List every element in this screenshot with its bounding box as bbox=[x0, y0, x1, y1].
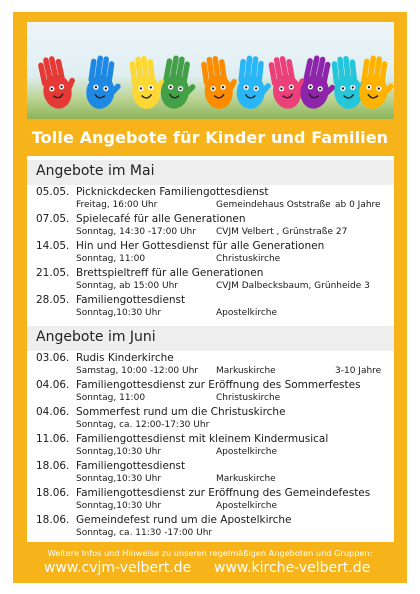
event-title: Brettspieltreff für alle Generationen bbox=[76, 267, 264, 279]
footer-note: Weitere Infos und Hinweise zu unseren regelmäßigen Angeboten und Gruppen: bbox=[47, 548, 373, 558]
painted-hand bbox=[129, 54, 169, 110]
painted-hand bbox=[158, 54, 201, 112]
event-time: Sonntag, ca. 12:00-17:30 Uhr bbox=[76, 420, 210, 430]
event-date: 18.06. bbox=[36, 514, 70, 526]
event-item bbox=[27, 267, 394, 293]
event-place: Apostelkirche bbox=[216, 447, 278, 457]
event-date: 04.06. bbox=[36, 379, 70, 391]
event-date: 04.06. bbox=[36, 406, 70, 418]
event-item bbox=[27, 294, 394, 320]
footer-links bbox=[13, 560, 407, 580]
event-time: Sonntag, ab 15:00 Uhr bbox=[76, 281, 178, 291]
event-place: Apostelkirche bbox=[216, 501, 278, 511]
event-place: CVJM Dalbecksbaum, Grünheide 3 bbox=[216, 281, 370, 291]
event-item bbox=[27, 352, 394, 378]
painted-hand bbox=[36, 52, 81, 111]
event-time: Sonntag,10:30 Uhr bbox=[76, 308, 162, 318]
event-age: ab 0 Jahre bbox=[335, 200, 381, 210]
event-date: 28.05. bbox=[36, 294, 70, 306]
event-title: Rudis Kinderkirche bbox=[76, 352, 174, 364]
event-item bbox=[27, 379, 394, 405]
painted-hand bbox=[84, 54, 125, 111]
event-time: Samstag, 10:00 -12:00 Uhr bbox=[76, 366, 198, 376]
event-date: 11.06. bbox=[36, 433, 70, 445]
event-place: Markuskirche bbox=[216, 366, 276, 376]
painted-hand bbox=[357, 54, 394, 111]
event-place: CVJM Velbert , Grünstraße 27 bbox=[216, 227, 348, 237]
event-item bbox=[27, 240, 394, 266]
event-time: Sonntag,10:30 Uhr bbox=[76, 501, 162, 511]
event-age: 3-10 Jahre bbox=[335, 366, 382, 376]
link-cvjm-velbert[interactable]: www.cvjm-velbert.de bbox=[44, 560, 192, 576]
section-title: Angebote im Juni bbox=[36, 329, 156, 345]
event-date: 07.05. bbox=[36, 213, 70, 225]
event-time: Sonntag,10:30 Uhr bbox=[76, 474, 162, 484]
event-title: Familiengottesdienst mit kleinem Kindermusical bbox=[76, 433, 329, 445]
event-title: Hin und Her Gottesdienst für alle Generationen bbox=[76, 240, 325, 252]
event-place: Christuskirche bbox=[216, 254, 281, 264]
event-title: Gemeindefest rund um die Apostelkirche bbox=[76, 514, 292, 526]
event-time: Freitag, 16:00 Uhr bbox=[76, 200, 158, 210]
painted-hand bbox=[200, 53, 241, 110]
event-title: Picknickdecken Familiengottesdienst bbox=[76, 186, 269, 198]
event-title: Familiengottesdienst bbox=[76, 460, 186, 472]
section-header-june bbox=[27, 326, 394, 351]
event-date: 14.05. bbox=[36, 240, 70, 252]
section-title: Angebote im Mai bbox=[36, 163, 155, 179]
event-date: 18.06. bbox=[36, 460, 70, 472]
event-item bbox=[27, 514, 394, 540]
event-time: Sonntag, 11:00 bbox=[76, 254, 146, 264]
painted-hands-photo bbox=[27, 22, 394, 119]
event-item bbox=[27, 487, 394, 513]
event-item bbox=[27, 406, 394, 432]
event-place: Gemeindehaus Oststraße bbox=[216, 200, 331, 210]
event-place: Markuskirche bbox=[216, 474, 276, 484]
event-title: Familiengottesdienst zur Eröffnung des Gemeindefestes bbox=[76, 487, 371, 499]
event-place: Christuskirche bbox=[216, 393, 281, 403]
headline: Tolle Angebote für Kinder und Familien bbox=[31, 128, 389, 147]
event-time: Sonntag, ca. 11:30 -17:00 Uhr bbox=[76, 528, 213, 538]
link-kirche-velbert[interactable]: www.kirche-velbert.de bbox=[214, 560, 371, 576]
section-header-may bbox=[27, 160, 394, 185]
event-time: Sonntag, 11:00 bbox=[76, 393, 146, 403]
event-title: Spielecafé für alle Generationen bbox=[76, 213, 246, 225]
painted-hand bbox=[235, 55, 275, 111]
events-panel bbox=[27, 156, 394, 542]
event-date: 03.06. bbox=[36, 352, 70, 364]
event-date: 18.06. bbox=[36, 487, 70, 499]
painted-hands-illustration bbox=[27, 22, 394, 119]
event-item bbox=[27, 213, 394, 239]
event-date: 05.05. bbox=[36, 186, 70, 198]
event-item bbox=[27, 186, 394, 212]
event-date: 21.05. bbox=[36, 267, 70, 279]
event-title: Familiengottesdienst zur Eröffnung des Sommerfestes bbox=[76, 379, 361, 391]
event-title: Sommerfest rund um die Christuskirche bbox=[76, 406, 286, 418]
event-title: Familiengottesdienst bbox=[76, 294, 186, 306]
event-item bbox=[27, 433, 394, 459]
event-time: Sonntag, 14:30 -17:00 Uhr bbox=[76, 227, 196, 237]
event-time: Sonntag,10:30 Uhr bbox=[76, 447, 162, 457]
event-item bbox=[27, 460, 394, 486]
event-place: Apostelkirche bbox=[216, 308, 278, 318]
